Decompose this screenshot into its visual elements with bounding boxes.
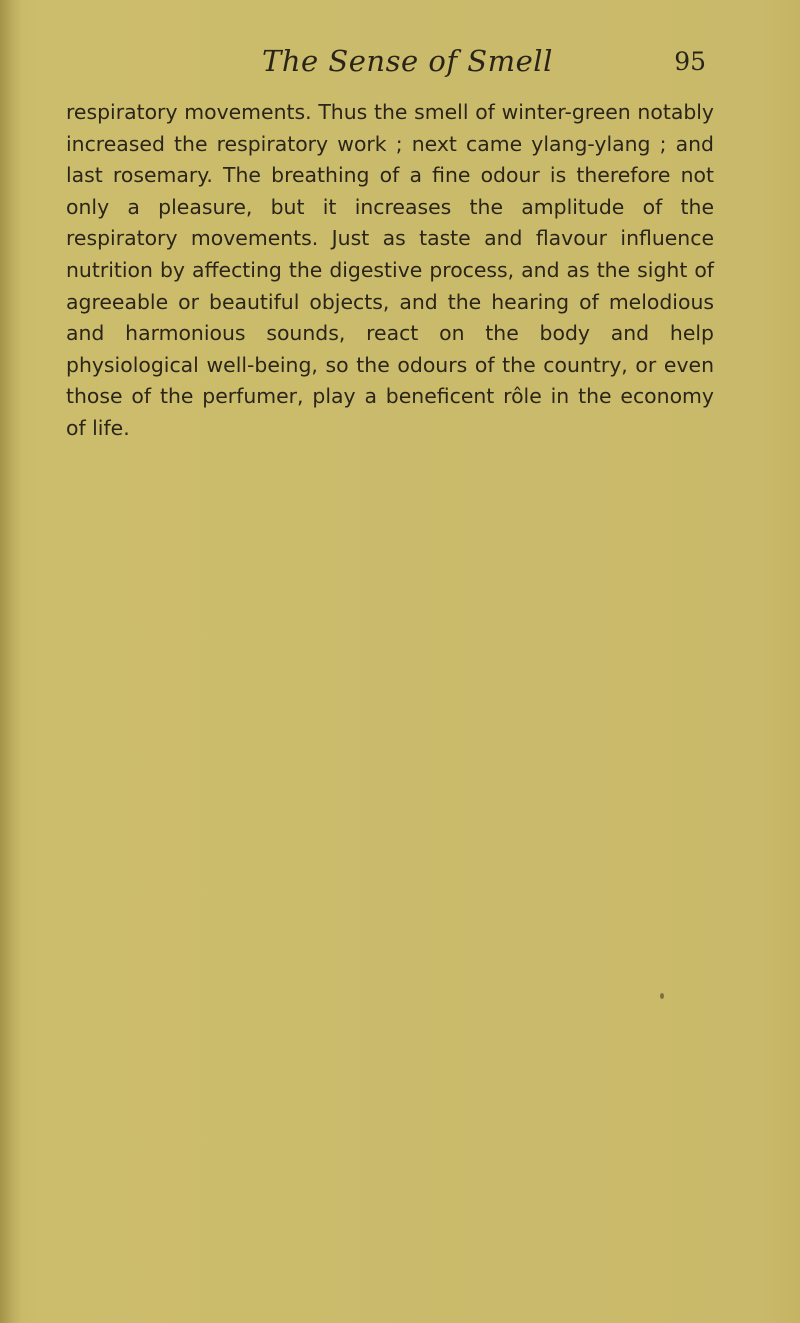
running-title: The Sense of Smell <box>262 44 553 78</box>
paper-speck <box>660 993 664 999</box>
page-number: 95 <box>674 47 706 76</box>
running-head <box>200 44 720 84</box>
body-paragraph: respiratory movements. Thus the smell of winter-green notably increased the respiratory work ; next came ylang-ylang ; and last rosemary. The breathing of a fine odour is therefore not only a pleasure, but it increases the amplitude of the respiratory movements. Just as taste and flavour influence nutrition by affecting the digestive process, and as the sight of agreeable or beautiful objects, and the hearing of melodious and harmonious sounds, react on the body and help physiological well-being, so the odours of the country, or even those of the perfumer, play a beneficent rôle in the economy of life. <box>66 100 714 440</box>
gutter-shadow <box>0 0 22 1323</box>
